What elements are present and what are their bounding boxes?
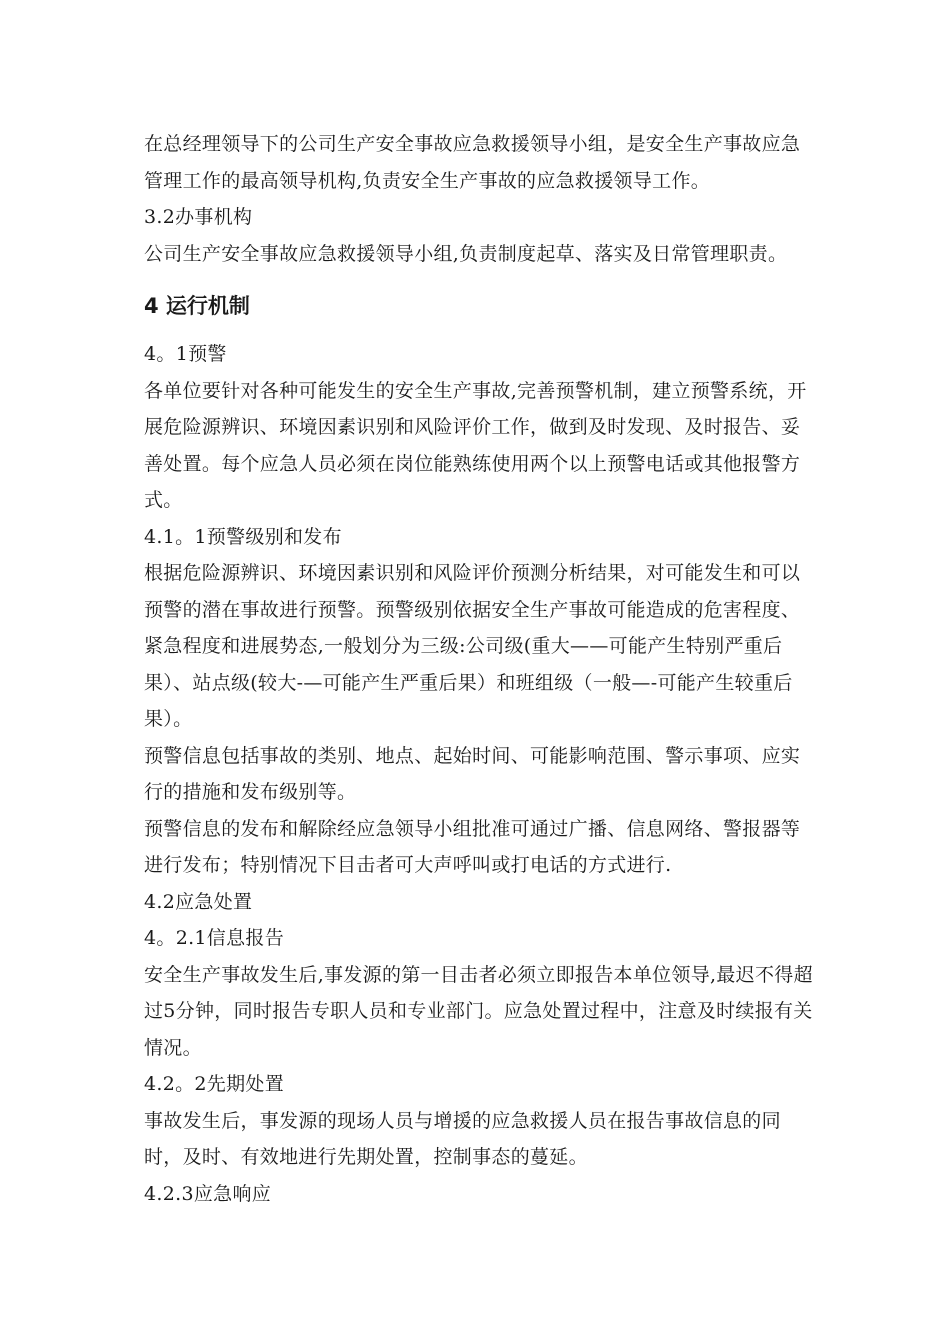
paragraph-office-duties: 公司生产安全事故应急救援领导小组,负责制度起草、落实及日常管理职责。 [144, 242, 788, 265]
section-4-heading: 4 运行机制 [144, 294, 250, 318]
section-4-2-1-title: 4。2.1信息报告 [144, 927, 285, 949]
section-3-2-title: 3.2办事机构 [144, 206, 253, 228]
paragraph-info-report: 安全生产事故发生后,事发源的第一目击者必须立即报告本单位领导,最迟不得超过5分钟，同时报告专职人员和专业部门。应急处置过程中，注意及时续报有关情况。 [144, 963, 813, 1059]
paragraph-warning-release: 预警信息的发布和解除经应急领导小组批准可通过广播、信息网络、警报器等进行发布；特别情况下目击者可大声呼叫或打电话的方式进行. [144, 817, 801, 876]
section-4-2-title: 4.2应急处置 [144, 890, 253, 913]
paragraph-warning-info: 预警信息包括事故的类别、地点、起始时间、可能影响范围、警示事项、应实行的措施和发布级别等。 [144, 744, 801, 803]
paragraph-leadership-group: 在总经理领导下的公司生产安全事故应急救援领导小组，是安全生产事故应急管理工作的最高领导机构,负责安全生产事故的应急救援领导工作。 [144, 133, 801, 192]
paragraph-early-warning: 各单位要针对各种可能发生的安全生产事故,完善预警机制，建立预警系统，开展危险源辨识、环境因素识别和风险评价工作，做到及时发现、及时报告、妥善处置。每个应急人员必须在岗位能熟练使用两个以上预警电话或其他报警方式。 [144, 379, 807, 511]
document-body [144, 126, 814, 1212]
section-4-2-2-title: 4.2。2先期处置 [144, 1073, 285, 1095]
paragraph-initial-response: 事故发生后，事发源的现场人员与增援的应急救援人员在报告事故信息的同时，及时、有效地进行先期处置，控制事态的蔓延。 [144, 1109, 781, 1168]
section-4-2-3-title: 4.2.3应急响应 [144, 1182, 272, 1205]
section-4-1-1-title: 4.1。1预警级别和发布 [144, 525, 342, 548]
paragraph-warning-levels: 根据危险源辨识、环境因素识别和风险评价预测分析结果，对可能发生和可以预警的潜在事故进行预警。预警级别依据安全生产事故可能造成的危害程度、紧急程度和进展势态,一般划分为三级:公司级(重大——可能产生特别严重后果）、站点级(较大-—可能产生严重后果）和班组级（一般—-可能产生较重后果）。 [144, 562, 801, 730]
section-4-1-title: 4。1预警 [144, 343, 227, 365]
